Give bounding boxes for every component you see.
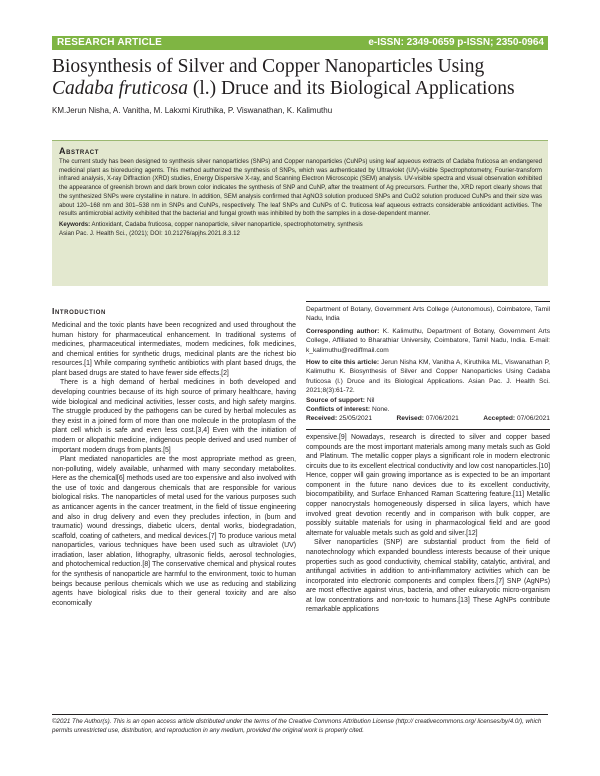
affiliation-divider [306,301,550,302]
issn-label: e-ISSN: 2349-0659 p-ISSN; 2350-0964 [368,37,544,48]
source-of-support-text: Nil [364,396,375,404]
revised-value: 07/06/2021 [423,415,459,423]
abstract-citation: Asian Pac. J. Health Sci., (2021); DOI: 10.21276/apjhs.2021.8.3.12 [59,229,240,237]
revised-date [396,414,458,423]
title-species: Cadaba fruticosa [52,78,188,99]
received-value: 25/05/2021 [337,415,372,423]
title-line-1: Biosynthesis of Silver and Copper Nanoparticles Using [52,56,485,77]
how-to-cite-label: How to cite this article: [306,359,380,367]
abstract-text: The current study has been designed to synthesis silver nanoparticles (SNPs) and Copper nanoparticles (CuNPs) using leaf aqueous extracts of Cadaba fruticosa an endangered medicinal plant as bioreducing agents. This method authorized the synthesis of SNPs, which was authenticated by Ultraviolet (UV)-visible Spectrophotometry, Fourier-transform infrared analysis, X-ray Diffraction (XRD) studies, Energy Dispersive X-ray, and Scanning Electron Microscopic (SEM) analysis. UV-visible spectra and visual observation exhibited the appearance of greenish brown and dark brown color indicates the synthesis of SNP and CuNP, after the treatment of Ag precursors. Further the, XRD report clearly shows that the synthesized SNPs were crystalline in nature. In addition, SEM analysis confirmed that AgNO3 solution produced SNPs and CuO2 solution produced CuNPs and their size was about 120–168 nm and 301–538 nm in SNPs and CuNPs, respectively. The leaf SNPs and CuNPs of C. fruticosa leaf aqueous extracts considerable antioxidant activities. The results antimicrobial activity exhibited that the bacterial and fungal growth was inhibited by both the samples in a dose-dependent manner. [59,158,542,218]
abstract-box [52,140,548,286]
keywords-text: Antioxidant, Cadaba fruticosa, copper nanoparticle, silver nanoparticle, spectrophotometry, synthesis [90,220,363,228]
corresponding-author [306,327,550,355]
article-type-bar [52,36,548,50]
author-list: KM.Jerun Nisha, A. Vanitha, M. Lakxmi Kiruthika, P. Viswanathan, K. Kalimuthu [52,106,333,115]
intro-paragraph-3: Plant mediated nanoparticles are the most appropriate method as green, non-polluting, widely available, unharmed with many secondary metabolites. Here as the chemical[6] methods used are too expensive and also involved with the use of toxic and dangerous chemicals that are responsible for various biological risks. The nanoparticles of metal used for the various purposes such as anticancer agents in the cancer treatment, in the field of tissue engineering and also in drug delivery and even they precludes infection, in (burn and traumatic) wound dressings, diabetic ulcers, dental works, biodegradation, scaffold, coating of catheters, and medical devices.[7] To produce various metal nanoparticles, various techniques have been used such as ultraviolet (UV) irradiation, laser ablation, lithography, ultrasonic fields, aerosol technologies, and photochemical reduction.[8] The conservative chemical and physical routes for the synthesis of nanoparticle are harmful to the environment, toxic to human beings because perilous chemicals which we use as reducing and stabilizing agents have biological risks due to their general toxicity and are also economically [52,456,296,607]
title-line-2-rest: (l.) Druce and its Biological Applications [187,78,515,99]
intro-paragraph-1: Medicinal and the toxic plants have been recognized and used throughout the human history for pharmaceutical enhancement. In traditional systems of medicines, pharmaceutical intermediates, modern medicines, folk medicines, and chemical entities for synthetic drugs, medicinal plants are the richest bio resources.[1] While comparing synthetic antibiotics with plant based drugs, the plant based drugs are stated to have fewer side effects.[2] [52,322,296,377]
accepted-label: Accepted: [483,415,516,423]
footer-divider [52,714,548,715]
article-type-label: RESEARCH ARTICLE [57,37,163,48]
title-line-2 [52,78,552,100]
source-of-support-label: Source of support: [306,396,365,404]
article-title [52,56,552,100]
corresponding-author-label: Corresponding author: [306,327,380,335]
affiliation-block [306,305,550,424]
intro-paragraph-2: There is a high demand of herbal medicines in both developed and developing countries because of its high source of primary healthcare, having wide biological and medicinal activities, lesser costs, and high safety margins. The struggle produced by the pathogens can be cured by herbal molecules as they exist in a joined form of more than one molecule in the protoplasm of the plant cell which is safe and even less cost.[3,4] Even with the initiation of modern or allopathic medicine, indigenous people derived and used number of important modern drugs from plants.[5] [52,379,296,454]
keywords-label: Keywords: [59,220,91,228]
revised-label: Revised: [396,415,424,423]
received-date [306,414,372,423]
accepted-date [483,414,550,423]
right-paragraph-2: Silver nanoparticles (SNP) are substantial product from the field of nanotechnology which expanded boundless interests because of their unique properties such as good conductivity, chemical stability, catalytic, antiviral, and antifungal activities in addition to anti-inflammatory activities which can be incorporated into electronic components and complex fibers.[7] SNP (AgNPs) are most effective against virus, bacteria, and other eukaryotic micro-organism at low concentrations and non-toxic to humans.[13] These AgNPs contribute remarkable applications [306,539,550,614]
license-footer: ©2021 The Author(s). This is an open access article distributed under the terms of the Creative Commons Attribution License (http:// creativecommons.org/ licenses/by/4.0/), which permits unrestricted use, distribution, and reproduction in any medium, provided the original work is properly cited. [52,718,542,734]
conflicts-of-interest [306,405,550,414]
received-label: Received: [306,415,338,423]
introduction-column [52,306,296,608]
keywords [59,221,542,230]
corresponding-author-text: K. Kalimuthu, Department of Botany, Government Arts College, Affiliated to Bharathiar University, Coimbatore, Tamil Nadu, India. E-mail: k_kalimuthu@rediffmail.com [306,327,551,354]
conflicts-text: None. [370,406,390,414]
dates-divider [306,429,550,430]
how-to-cite-text: Jerun Nisha KM, Vanitha A, Kiruthika ML, Viswanathan P, Kalimuthu K. Biosynthesis of Silver and Copper Nanoparticles Using Cadaba fruticosa (l.) Druce and its Biological Applications. Asian Pac. J. Health Sci. 2021;8(3):61-72. [306,359,550,395]
article-dates [306,414,550,423]
introduction-heading: Introduction [52,306,106,316]
accepted-value: 07/06/2021 [515,415,550,423]
conflicts-label: Conflicts of interest: [306,406,371,414]
how-to-cite [306,358,550,396]
affiliation-department: Department of Botany, Government Arts College (Autonomous), Coimbatore, Tamil Nadu, India [306,306,550,323]
right-body-column [306,433,550,615]
source-of-support [306,396,550,405]
abstract-heading: Abstract [59,146,99,156]
right-paragraph-1: expensive.[9] Nowadays, research is directed to silver and copper based compounds are the most important materials among many metals such as Gold and Platinum. The metallic copper plays a significant role in modern electronic circuits due to its excellent electrical conductivity and low cost nanoparticles.[10] Hence, copper will gain growing importance as is expected to be an important component in the future nano devices due to its excellent conductivity, biocompatibility, and Surface Enhanced Raman Scattering feature.[11] Metallic copper nanocrystals homogeneously dispersed in silica layers, which have involved great devotion recently and in comparison with bulk copper, are possibly suitable materials for using in pharmacological field and are good alternate for valuable metals such as gold and silver.[12] [306,434,550,537]
